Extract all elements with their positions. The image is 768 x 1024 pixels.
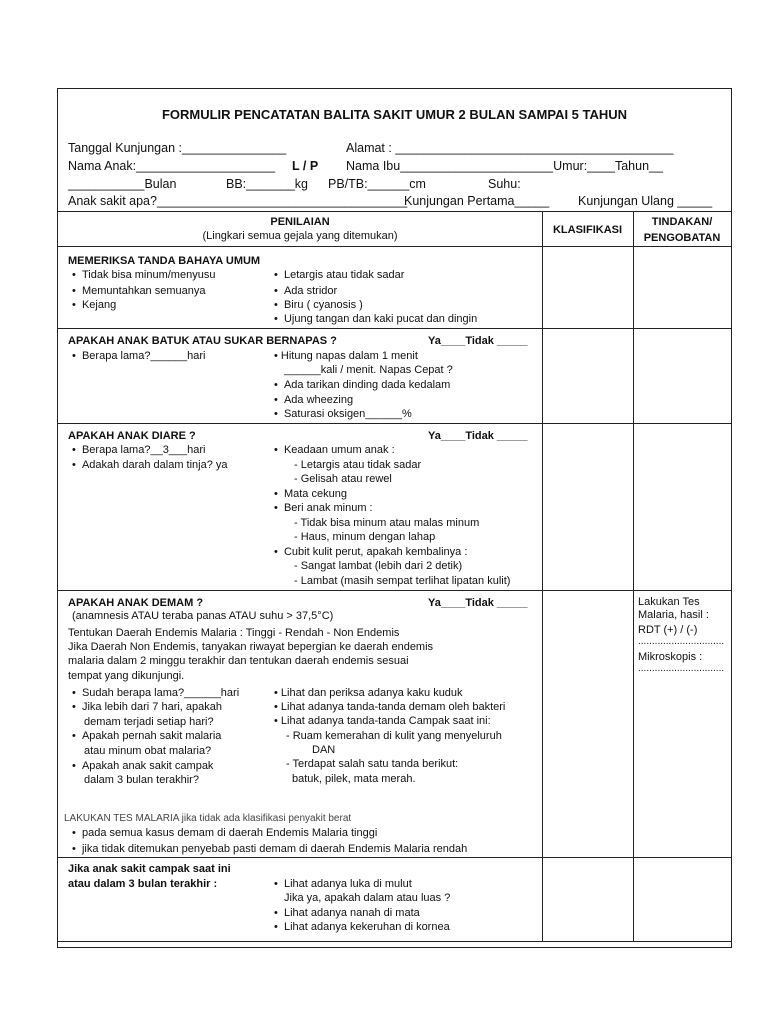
endemis-paragraph: tempat yang dikunjungi. <box>68 670 185 682</box>
gender-option[interactable]: L / P <box>292 159 319 173</box>
klasifikasi-column-border <box>542 211 543 941</box>
mikroskopis-label: Mikroskopis : <box>638 651 703 663</box>
tes-malaria-note: LAKUKAN TES MALARIA jika tidak ada klasifikasi penyakit berat <box>64 813 352 824</box>
list-item: • Apakah pernah sakit malaria <box>72 730 222 742</box>
table-top-border <box>58 211 731 212</box>
tindakan-column-border <box>633 211 634 941</box>
section-title-campak: Jika anak sakit campak saat ini <box>68 863 231 875</box>
form-title: FORMULIR PENCATATAN BALITA SAKIT UMUR 2 BULAN SAMPAI 5 TAHUN <box>161 107 628 122</box>
pengobatan-header: PENGOBATAN <box>643 232 721 244</box>
list-item: - Lambat (masih sempat terlihat lipatan kulit) <box>294 575 511 587</box>
list-item: dalam 3 bulan terakhir? <box>84 774 199 786</box>
list-item: • Kejang <box>72 299 117 311</box>
list-item: • Lihat adanya nanah di mata <box>274 907 420 919</box>
bb-field[interactable]: BB:_______kg <box>226 177 309 191</box>
list-item: • Lihat dan periksa adanya kaku kuduk <box>274 687 463 699</box>
section-title-batuk: APAKAH ANAK BATUK ATAU SUKAR BERNAPAS ? <box>68 335 337 347</box>
list-item: DAN <box>312 744 336 756</box>
list-item: • Lihat adanya luka di mulut <box>274 878 412 890</box>
ya-tidak-batuk[interactable]: Ya____Tidak _____ <box>428 335 528 347</box>
list-item: • Ada stridor <box>274 285 338 297</box>
list-item: • Jika lebih dari 7 hari, apakah <box>72 701 222 713</box>
pbtb-field[interactable]: PB/TB:______cm <box>328 177 426 191</box>
list-item: - Terdapat salah satu tanda berikut: <box>286 758 459 770</box>
list-item: • Ada wheezing <box>274 394 354 406</box>
mikroskopis-dotted-field[interactable]: ............................... <box>638 663 725 674</box>
list-item: demam terjadi setiap hari? <box>84 716 214 728</box>
ya-tidak-demam[interactable]: Ya____Tidak _____ <box>428 597 528 609</box>
section-5-border <box>58 941 731 942</box>
alamat-field[interactable]: Alamat : ________________________________________ <box>346 141 674 155</box>
list-item: • Biru ( cyanosis ) <box>274 299 363 311</box>
nama-anak-field[interactable]: Nama Anak:____________________ <box>68 159 276 173</box>
list-item: Jika ya, apakah dalam atau luas ? <box>284 892 451 904</box>
kunjungan-pertama-field[interactable]: Kunjungan Pertama_____ <box>404 194 550 208</box>
endemis-paragraph: malaria dalam 2 minggu terakhir dan tentukan daerah endemis sesuai <box>68 655 409 667</box>
kunjungan-ulang-field[interactable]: Kunjungan Ulang _____ <box>578 194 713 208</box>
demam-subtitle: (anamnesis ATAU teraba panas ATAU suhu > 37,5°C) <box>72 610 334 622</box>
list-item: • Hitung napas dalam 1 menit <box>274 350 418 362</box>
section-3-border <box>58 590 731 591</box>
list-item: • Sudah berapa lama?______hari <box>72 687 240 699</box>
list-item: • Saturasi oksigen______% <box>274 408 412 420</box>
list-item: - Ruam kemerahan di kulit yang menyeluruh <box>286 730 502 742</box>
penilaian-subheader: (Lingkari semua gejala yang ditemukan) <box>202 230 398 242</box>
list-item: • pada semua kasus demam di daerah Endemis Malaria tinggi <box>72 827 378 839</box>
tanggal-kunjungan-field[interactable]: Tanggal Kunjungan :_______________ <box>68 141 287 155</box>
list-item: - Gelisah atau rewel <box>294 473 392 485</box>
form-sheet <box>57 88 732 948</box>
section-title-demam: APAKAH ANAK DEMAM ? <box>68 597 204 609</box>
list-item: atau minum obat malaria? <box>84 745 212 757</box>
list-item: • Keadaan umum anak : <box>274 444 395 456</box>
list-item: - Sangat lambat (lebih dari 2 detik) <box>294 560 463 572</box>
list-item: batuk, pilek, mata merah. <box>292 773 416 785</box>
endemis-paragraph: Jika Daerah Non Endemis, tanyakan riwayat bepergian ke daerah endemis <box>68 641 434 653</box>
anak-sakit-field[interactable]: Anak sakit apa?____________________________________ <box>68 194 408 208</box>
section-title-diare: APAKAH ANAK DIARE ? <box>68 430 196 442</box>
tindakan-header: TINDAKAN/ <box>651 216 713 228</box>
header-row-border <box>58 246 731 247</box>
ya-tidak-diare[interactable]: Ya____Tidak _____ <box>428 430 528 442</box>
suhu-field[interactable]: Suhu: <box>488 177 521 191</box>
section-title-campak-2: atau dalam 3 bulan terakhir : <box>68 878 218 890</box>
section-1-border <box>58 328 731 329</box>
list-item: • Beri anak minum : <box>274 502 373 514</box>
penilaian-header: PENILAIAN <box>270 216 330 228</box>
list-item: - Letargis atau tidak sadar <box>294 459 422 471</box>
klasifikasi-header: KLASIFIKASI <box>552 224 623 236</box>
endemis-line: Tentukan Daerah Endemis Malaria : Tinggi - Rendah - Non Endemis <box>68 627 400 639</box>
section-title-tanda-bahaya: MEMERIKSA TANDA BAHAYA UMUM <box>68 255 261 267</box>
list-item: • Lihat adanya tanda-tanda Campak saat ini: <box>274 715 491 727</box>
list-item: • Mata cekung <box>274 488 347 500</box>
rdt-result[interactable]: RDT (+) / (-) <box>638 624 698 636</box>
list-item: • Letargis atau tidak sadar <box>274 269 405 281</box>
tindakan-text: Lakukan Tes <box>638 596 700 608</box>
list-item: • jika tidak ditemukan penyebab pasti demam di daerah Endemis Malaria rendah <box>72 843 468 855</box>
list-item: • Memuntahkan semuanya <box>72 285 206 297</box>
list-item: - Haus, minum dengan lahap <box>294 531 436 543</box>
section-4-border <box>58 857 731 858</box>
list-item: • Ujung tangan dan kaki pucat dan dingin <box>274 313 478 325</box>
tindakan-text: Malaria, hasil : <box>638 609 709 621</box>
section-2-border <box>58 423 731 424</box>
list-item: • Lihat adanya tanda-tanda demam oleh bakteri <box>274 701 506 713</box>
list-item: • Berapa lama?__3___hari <box>72 444 206 456</box>
list-item: • Cubit kulit perut, apakah kembalinya : <box>274 546 468 558</box>
rdt-dotted-field[interactable]: ............................... <box>638 636 725 647</box>
list-item: • Adakah darah dalam tinja? ya <box>72 459 228 471</box>
list-item: ______kali / menit. Napas Cepat ? <box>284 364 453 376</box>
list-item: • Berapa lama?______hari <box>72 350 206 362</box>
list-item: • Ada tarikan dinding dada kedalam <box>274 379 451 391</box>
list-item: • Lihat adanya kekeruhan di kornea <box>274 921 450 933</box>
umur-bulan-field[interactable]: ___________Bulan <box>68 177 177 191</box>
list-item: • Apakah anak sakit campak <box>72 760 214 772</box>
list-item: • Tidak bisa minum/menyusu <box>72 269 216 281</box>
list-item: - Tidak bisa minum atau malas minum <box>294 517 480 529</box>
nama-ibu-field[interactable]: Nama Ibu______________________Umur:____Tahun__ <box>346 159 663 173</box>
